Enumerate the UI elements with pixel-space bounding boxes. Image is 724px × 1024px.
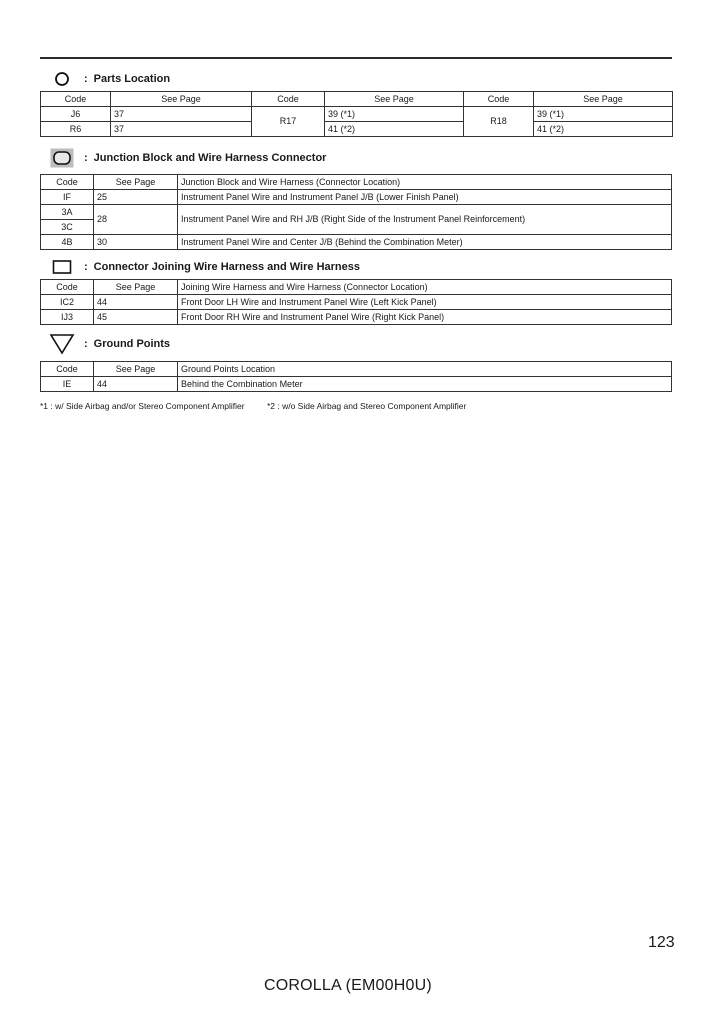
circle-icon: [40, 69, 84, 89]
page-cell: 37: [111, 107, 252, 122]
table-row: [41, 122, 673, 137]
column-header: Code: [41, 92, 111, 107]
table-row: [41, 377, 672, 392]
column-header: See Page: [534, 92, 673, 107]
column-header: Code: [41, 280, 94, 295]
code-cell: J6: [41, 107, 111, 122]
section-colon: :: [84, 152, 88, 164]
page-cell: 45: [94, 310, 178, 325]
page-cell: 41 (*2): [325, 122, 464, 137]
code-cell: R6: [41, 122, 111, 137]
footnote: *1 : w/ Side Airbag and/or Stereo Component Amplifier: [40, 401, 245, 411]
location-cell: Instrument Panel Wire and Center J/B (Behind the Combination Meter): [178, 235, 672, 250]
page-cell: 39 (*1): [325, 107, 464, 122]
column-header: See Page: [94, 280, 178, 295]
page-cell: 44: [94, 377, 178, 392]
section-colon: :: [84, 261, 88, 273]
column-header: Joining Wire Harness and Wire Harness (Connector Location): [178, 280, 672, 295]
code-cell: 3C: [41, 220, 94, 235]
column-header: Code: [41, 175, 94, 190]
page-cell: 28: [94, 205, 178, 235]
column-header: Code: [41, 362, 94, 377]
page-cell: 44: [94, 295, 178, 310]
code-cell: 3A: [41, 205, 94, 220]
column-header: See Page: [111, 92, 252, 107]
parts-location-table: [40, 91, 673, 137]
code-cell: IJ3: [41, 310, 94, 325]
section-parts-location-header: [40, 69, 170, 89]
table-header-row: [41, 280, 672, 295]
location-cell: Front Door RH Wire and Instrument Panel Wire (Right Kick Panel): [178, 310, 672, 325]
table-header-row: [41, 362, 672, 377]
table-row: [41, 310, 672, 325]
page-cell: 30: [94, 235, 178, 250]
section-connector-joining-header: [40, 257, 360, 277]
column-header: See Page: [94, 362, 178, 377]
section-title: Ground Points: [93, 338, 171, 350]
code-cell: 4B: [41, 235, 94, 250]
column-header: Junction Block and Wire Harness (Connector Location): [178, 175, 672, 190]
page-cell: 41 (*2): [534, 122, 673, 137]
table-header-row: [41, 175, 672, 190]
column-header: Code: [464, 92, 534, 107]
column-header: See Page: [94, 175, 178, 190]
section-title: Connector Joining Wire Harness and Wire Harness: [93, 261, 360, 273]
section-junction-block-header: [40, 148, 326, 168]
table-row: [41, 205, 672, 220]
column-header: See Page: [325, 92, 464, 107]
table-row: [41, 235, 672, 250]
page-number: 123: [648, 934, 675, 951]
table-row: [41, 190, 672, 205]
connector-joining-table: [40, 279, 672, 325]
footnotes: [40, 401, 466, 411]
location-cell: Behind the Combination Meter: [178, 377, 672, 392]
section-colon: :: [84, 338, 88, 350]
code-cell: R18: [464, 107, 534, 137]
table-row: [41, 295, 672, 310]
section-title: Parts Location: [93, 73, 171, 85]
section-colon: :: [84, 73, 88, 85]
page-cell: 25: [94, 190, 178, 205]
page-cell: 37: [111, 122, 252, 137]
table-row: [41, 107, 673, 122]
top-rule: [40, 57, 672, 59]
code-cell: IC2: [41, 295, 94, 310]
triangle-down-icon: [40, 334, 84, 354]
document-id: COROLLA (EM00H0U): [264, 977, 432, 994]
code-cell: R17: [252, 107, 325, 137]
code-cell: IF: [41, 190, 94, 205]
rounded-rectangle-icon: [40, 148, 84, 168]
page-cell: 39 (*1): [534, 107, 673, 122]
code-cell: IE: [41, 377, 94, 392]
location-cell: Front Door LH Wire and Instrument Panel Wire (Left Kick Panel): [178, 295, 672, 310]
section-title: Junction Block and Wire Harness Connector: [93, 152, 327, 164]
column-header: Ground Points Location: [178, 362, 672, 377]
table-header-row: [41, 92, 673, 107]
ground-points-table: [40, 361, 672, 392]
column-header: Code: [252, 92, 325, 107]
location-cell: Instrument Panel Wire and RH J/B (Right Side of the Instrument Panel Reinforcement): [178, 205, 672, 235]
footnote: *2 : w/o Side Airbag and Stereo Component Amplifier: [266, 401, 467, 411]
junction-block-table: [40, 174, 672, 250]
location-cell: Instrument Panel Wire and Instrument Panel J/B (Lower Finish Panel): [178, 190, 672, 205]
section-ground-points-header: [40, 334, 170, 354]
rectangle-icon: [40, 257, 84, 277]
